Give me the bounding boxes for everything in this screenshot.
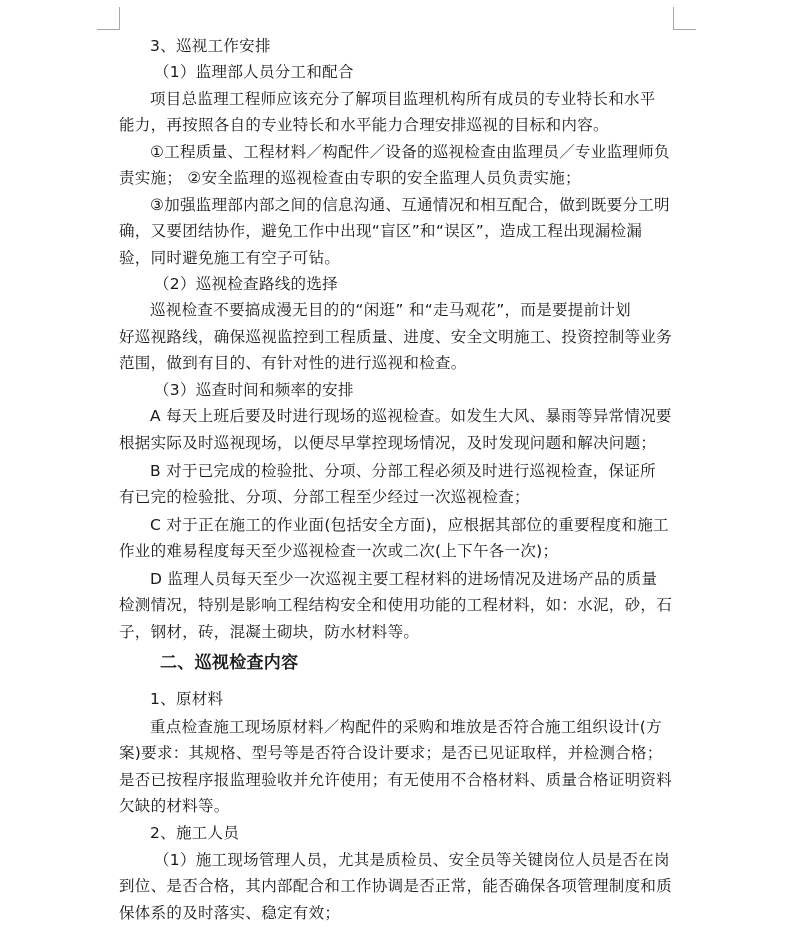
text-line: ③加强监理部内部之间的信息沟通、互通情况和相互配合，做到既要分工明 (150, 196, 670, 214)
text-line: 验，同时避免施工有空子可钻。 (119, 249, 341, 267)
text-line: 是否已按程序报监理验收并允许使用；有无使用不合格材料、质量合格证明资料 (119, 771, 673, 789)
text-line: 范围，做到有目的、有针对性的进行巡视和检查。 (119, 354, 467, 372)
text-line: A 每天上班后要及时进行现场的巡视检查。如发生大风、暴雨等异常情况要 (150, 407, 672, 425)
text-line: 3、巡视工作安排 (150, 37, 271, 55)
text-line: 好巡视路线，确保巡视监控到工程质量、进度、安全文明施工、投资控制等业务 (119, 328, 673, 346)
text-line: 检测情况，特别是影响工程结构安全和使用功能的工程材料，如：水泥，砂，石 (119, 596, 673, 614)
section-heading: 二、巡视检查内容 (160, 653, 299, 673)
text-line: 欠缺的材料等。 (119, 797, 230, 815)
text-line: （1）施工现场管理人员，尤其是质检员、安全员等关键岗位人员是否在岗 (154, 851, 670, 869)
text-line: （3）巡查时间和频率的安排 (154, 381, 354, 399)
text-line: 到位、是否合格，其内部配合和工作协调是否正常，能否确保各项管理制度和质 (119, 877, 673, 895)
text-line: ①工程质量、工程材料／构配件／设备的巡视检查由监理员／专业监理师负 (150, 143, 670, 161)
text-line: （2）巡视检查路线的选择 (154, 275, 338, 293)
page-corner-mark-top-right (673, 7, 696, 30)
text-line: 作业的难易程度每天至少巡视检查一次或二次(上下午各一次)； (119, 542, 559, 560)
text-line: 项目总监理工程师应该充分了解项目监理机构所有成员的专业特长和水平 (150, 90, 656, 108)
text-line: 责实施； ②安全监理的巡视检查由专职的安全监理人员负责实施； (119, 169, 581, 187)
text-line: B 对于已完成的检验批、分项、分部工程必须及时进行巡视检查，保证所 (150, 462, 656, 480)
text-line: D 监理人员每天至少一次巡视主要工程材料的进场情况及进场产品的质量 (150, 570, 658, 588)
text-line: 保体系的及时落实、稳定有效； (119, 904, 341, 922)
text-line: 有已完的检验批、分项、分部工程至少经过一次巡视检查； (119, 488, 530, 506)
text-line: 子，钢材，砖，混凝土砌块，防水材料等。 (119, 623, 420, 641)
text-line: C 对于正在施工的作业面(包括安全方面)，应根据其部位的重要程度和施工 (150, 516, 669, 534)
text-line: 巡视检查不要搞成漫无目的的“闲逛” 和“走马观花”，而是要提前计划 (150, 301, 631, 319)
text-line: （1）监理部人员分工和配合 (154, 63, 354, 81)
text-line: 确，又要团结协作，避免工作中出现“盲区”和“误区”，造成工程出现漏检漏 (119, 222, 643, 240)
text-line: 能力，再按照各自的专业特长和水平能力合理安排巡视的目标和内容。 (119, 116, 609, 134)
text-line: 2、施工人员 (150, 824, 240, 842)
text-line: 根据实际及时巡视现场，以便尽早掌控现场情况，及时发现问题和解决问题； (119, 434, 657, 452)
text-line: 1、原材料 (150, 690, 224, 708)
page-corner-mark-top-left (97, 7, 120, 30)
text-line: 重点检查施工现场原材料／构配件的采购和堆放是否符合施工组织设计(方 (150, 718, 662, 736)
text-line: 案)要求：其规格、型号等是否符合设计要求；是否已见证取样，并检测合格； (119, 744, 663, 762)
